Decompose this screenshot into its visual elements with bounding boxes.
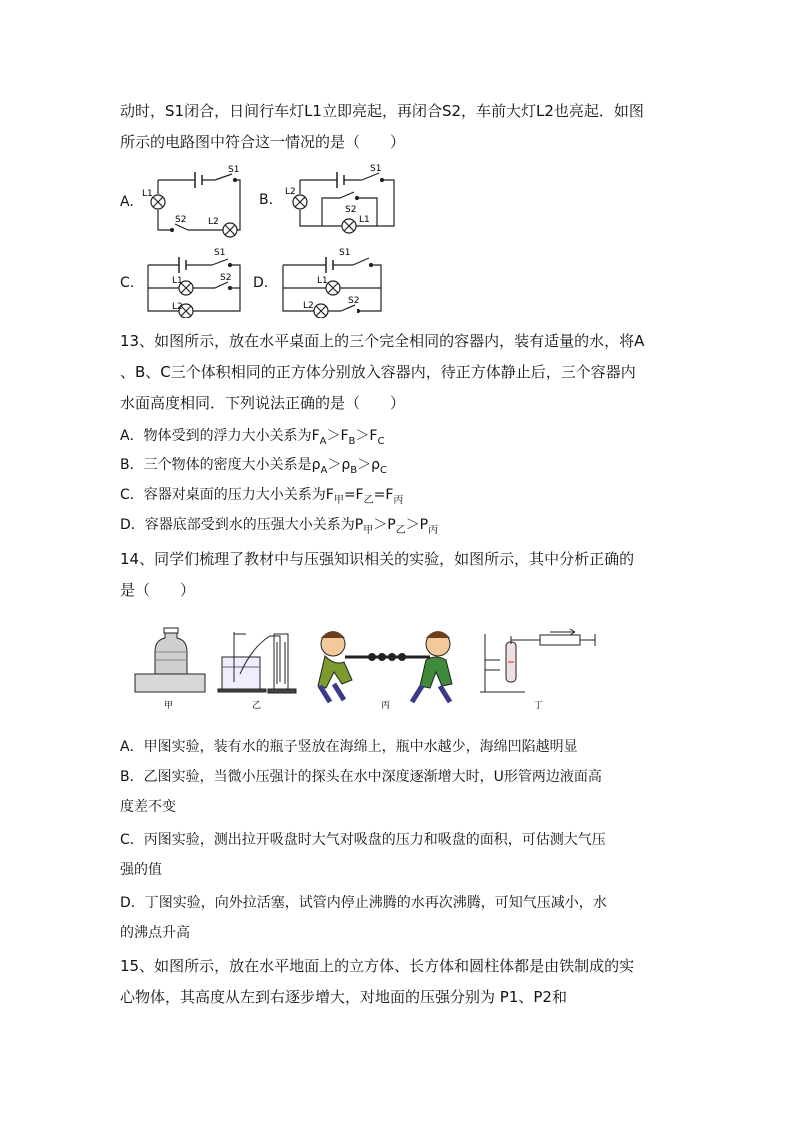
q12-option-c-label: C. bbox=[120, 275, 135, 291]
q14-option-d-line-1: D．丁图实验，向外拉活塞，试管内停止沸腾的水再次沸腾，可知气压减小，水 bbox=[120, 895, 607, 911]
circuit-c-l1-label: L1 bbox=[172, 276, 183, 286]
q13-option-c: C．容器对桌面的压力大小关系为$F_甲=F_乙=F_丙$ bbox=[120, 487, 404, 506]
q14-text-line-2: 是（ ） bbox=[120, 581, 196, 599]
circuit-b-s1-label: S1 bbox=[370, 164, 382, 174]
q12-option-d-label: D. bbox=[253, 275, 269, 291]
circuit-d-s1-label: S1 bbox=[339, 248, 351, 258]
fig-label-yi: 乙 bbox=[252, 701, 262, 711]
circuit-c-s1-label: S1 bbox=[214, 248, 226, 258]
circuit-a-s1-label: S1 bbox=[228, 165, 240, 175]
circuit-a-l2-label: L2 bbox=[208, 217, 219, 227]
bottle-on-sponge-figure bbox=[135, 628, 205, 692]
fig-label-bing: 丙 bbox=[381, 701, 391, 711]
q15-text-line-2: 心物体，其高度从左到右逐步增大，对地面的压强分别为 P1、P2和 bbox=[120, 988, 567, 1006]
circuit-a-l1-label: L1 bbox=[142, 189, 153, 199]
tug-of-war-figure bbox=[318, 631, 452, 702]
q14-option-d-line-2: 的沸点升高 bbox=[120, 925, 190, 941]
circuit-d-l2-label: L2 bbox=[303, 301, 314, 311]
q14-option-c-line-1: C．丙图实验，测出拉开吸盘时大气对吸盘的压力和吸盘的面积，可估测大气压 bbox=[120, 832, 606, 848]
circuit-diagram-d bbox=[273, 243, 393, 318]
circuit-diagram-b bbox=[282, 160, 402, 240]
q13-option-a: A．物体受到的浮力大小关系为$F_A>F_B>F_C$ bbox=[120, 428, 385, 447]
syringe-test-tube-figure bbox=[480, 629, 595, 692]
q13-option-d: D．容器底部受到水的压强大小关系为$P_甲>P_乙>P_丙$ bbox=[120, 517, 439, 536]
circuit-d-s2-label: S2 bbox=[348, 296, 360, 306]
q15-text-line-1: 15、如图所示，放在水平地面上的立方体、长方体和圆柱体都是由铁制成的实 bbox=[120, 957, 635, 975]
q12-option-a-label: A. bbox=[120, 194, 134, 210]
q14-option-b-line-2: 度差不变 bbox=[120, 799, 176, 815]
q13-option-b: B．三个物体的密度大小关系是$\rho_A>\rho_B>\rho_C$ bbox=[120, 457, 387, 476]
circuit-diagram-c bbox=[140, 243, 252, 318]
pressure-gauge-figure bbox=[218, 632, 296, 693]
circuit-b-l2-label: L2 bbox=[285, 187, 296, 197]
fig-label-ding: 丁 bbox=[534, 701, 544, 711]
circuit-diagram-a bbox=[140, 160, 245, 240]
q14-experiment-figures bbox=[130, 622, 610, 714]
q13-text-line-1: 13、如图所示，放在水平桌面上的三个完全相同的容器内，装有适量的水，将A bbox=[120, 332, 645, 350]
circuit-b-l1-label: L1 bbox=[359, 215, 370, 225]
q12-option-b-label: B. bbox=[259, 192, 274, 208]
circuit-c-s2-label: S2 bbox=[220, 273, 232, 283]
q12-text-line-2: 所示的电路图中符合这一情况的是（ ） bbox=[120, 133, 406, 151]
q12-text-line-1: 动时，S1闭合，日间行车灯L1立即亮起，再闭合S2，车前大灯L2也亮起．如图 bbox=[120, 102, 644, 120]
fig-label-jia: 甲 bbox=[164, 701, 174, 711]
circuit-b-s2-label: S2 bbox=[345, 205, 357, 215]
circuit-d-l1-label: L1 bbox=[317, 276, 328, 286]
q14-option-b-line-1: B．乙图实验，当微小压强计的探头在水中深度逐渐增大时，U形管两边液面高 bbox=[120, 769, 602, 785]
circuit-c-l2-label: L2 bbox=[172, 302, 183, 312]
q14-option-c-line-2: 强的值 bbox=[120, 862, 162, 878]
q13-text-line-3: 水面高度相同．下列说法正确的是（ ） bbox=[120, 394, 406, 412]
circuit-a-s2-label: S2 bbox=[175, 215, 187, 225]
q14-option-a: A．甲图实验，装有水的瓶子竖放在海绵上，瓶中水越少，海绵凹陷越明显 bbox=[120, 739, 578, 755]
q13-text-line-2: 、B、C三个体积相同的正方体分别放入容器内，待正方体静止后，三个容器内 bbox=[120, 363, 636, 381]
q14-text-line-1: 14、同学们梳理了教材中与压强知识相关的实验，如图所示，其中分析正确的 bbox=[120, 550, 635, 568]
